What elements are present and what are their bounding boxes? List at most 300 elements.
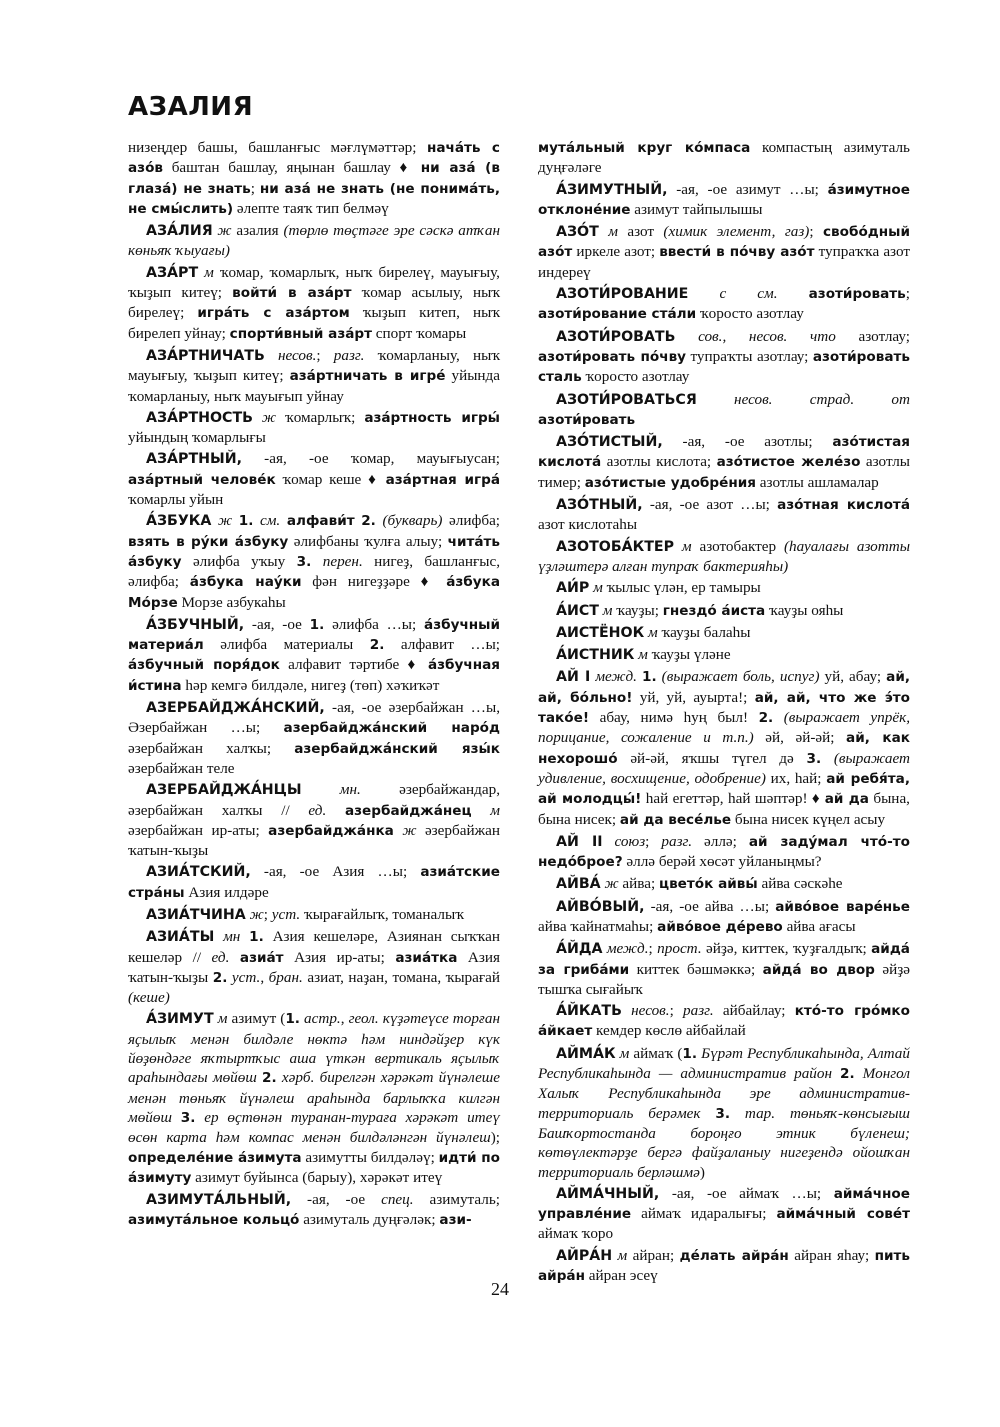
headword: А́ЙДА — [556, 941, 603, 958]
translation-text: баштан башлау, яңынан башлау ♦ — [163, 159, 421, 177]
translation-text: -ая, -ое әзербайжан …ы, Әзербайжан …ы; — [128, 699, 500, 737]
phrase: айво́вое варе́нье — [775, 898, 910, 915]
translation-text: ; — [250, 179, 260, 197]
translation-text — [855, 1065, 863, 1082]
headword: АЗОТИ́РОВАНИЕ — [556, 286, 689, 303]
translation-text: ҡомар, ҡомарлыҡ, ныҡ бирелеү, мауығыу, ҡыҙып китеү; — [128, 263, 500, 302]
phrase: аза́ртничать в игре́ — [289, 368, 446, 385]
translation-text: әлифба …ы; — [324, 615, 425, 633]
translation-text: уй, уй, ауырта!; — [632, 688, 755, 706]
translation-text: тупраҡҡа азот индереү — [538, 243, 910, 281]
translation-text: айва сәскәһе — [757, 875, 843, 893]
grammar-note: ж — [252, 408, 277, 426]
headword: АЗИМУТА́ЛЬНЫЙ, — [146, 1192, 292, 1209]
phrase: 3. — [715, 1105, 731, 1122]
phrase: ай, ай, что же э́то тако́е! — [538, 689, 910, 727]
translation-text: ҡоросто азотлау — [581, 368, 690, 386]
grammar-note: м — [634, 646, 648, 664]
grammar-note: с см. — [688, 285, 778, 303]
translation-text: әлифба; — [442, 512, 501, 530]
translation-text: азотобактер — [691, 537, 784, 555]
dictionary-entry — [538, 874, 910, 894]
dictionary-entry — [128, 511, 500, 612]
dictionary-entry — [538, 897, 910, 938]
translation-text: -ая, -ое аймаҡ …ы; — [659, 1184, 834, 1202]
translation-text — [326, 802, 345, 819]
phrase: аза́ртная игра́ — [385, 471, 500, 488]
translation-text — [821, 750, 834, 767]
headword: АЙМА́ЧНЫЙ, — [556, 1185, 660, 1202]
grammar-note: Монгол Халыҡ Республикаһында эре административ-территориаль берәмек — [538, 1065, 910, 1122]
phrase: войти́ в аза́рт — [232, 285, 352, 302]
grammar-note: м — [471, 801, 500, 819]
dictionary-entry — [128, 862, 500, 903]
translation-text: айран яһау; — [788, 1246, 875, 1264]
phrase: 2. — [840, 1066, 855, 1083]
phrase: свобо́дный азо́т — [538, 224, 910, 261]
translation-text: әлифбаны ҡулға алыу; — [288, 532, 448, 550]
translation-text: ҡырағайлыҡ, томаналыҡ — [300, 905, 464, 923]
translation-text: азимут ( — [227, 1010, 286, 1028]
phrase: азо́тистая кислота́ — [538, 434, 910, 471]
dictionary-entry-continued — [538, 138, 910, 178]
translation-text: ҡомарлыҡ; — [276, 408, 365, 426]
translation-text: әй, әй-әй; — [753, 729, 847, 747]
translation-text: һәр кемгә билдәле, нигеҙ (төп) хәҡиҡәт — [181, 676, 440, 694]
dictionary-entry — [538, 1001, 910, 1042]
grammar-note: см. — [259, 512, 281, 530]
translation-text: ҡомарлы уйын — [128, 491, 224, 509]
phrase: азоти́ровать сталь — [538, 348, 910, 386]
headword: АЗЕРБАЙДЖА́НЦЫ — [146, 782, 302, 799]
headword: А́ЗИМУТНЫЙ, — [556, 181, 668, 198]
phrase: аза́ртный челове́к — [128, 471, 276, 488]
phrase: азо́тистые удобре́ния — [584, 474, 756, 491]
translation-text: ҡомар кеше ♦ — [275, 470, 386, 488]
headword: АЙРА́Н — [556, 1247, 613, 1264]
translation-text: ҡоросто азотлау — [696, 305, 804, 323]
translation-text: тупраҡты азотлау; — [686, 347, 813, 365]
translation-text — [701, 1105, 716, 1122]
translation-text: ; — [669, 1002, 684, 1020]
phrase: де́лать айра́н — [679, 1247, 789, 1264]
phrase: ай заду́мал что́-то недо́брое? — [538, 833, 910, 871]
translation-text: фән нигеҙҙәре ♦ — [301, 573, 447, 591]
translation-text — [730, 1105, 745, 1122]
translation-text: аймаҡ ( — [629, 1044, 683, 1062]
phrase: ази- — [439, 1212, 472, 1229]
translation-text: азотлау; — [835, 327, 910, 345]
translation-text: ; — [645, 832, 662, 850]
phrase: ни аза́ не знать (не понима́ть, не смы́слить) — [128, 180, 500, 217]
phrase: а́збучный материа́л — [128, 616, 500, 654]
dictionary-entry — [538, 495, 910, 535]
headword: А́ЗБУКА — [146, 513, 212, 530]
dictionary-entry — [128, 615, 500, 696]
phrase: 2. — [758, 710, 774, 727]
translation-text: -ая, -ое — [244, 615, 310, 633]
translation-text: әзербайжандар, әзербайжан халҡы // — [128, 781, 500, 819]
grammar-note: ер өҫтөнән туранан-тураға хәрәкәт итеү өсөн карта һәм компас менән билдәләнгән йүнәлеш — [128, 1108, 500, 1147]
translation-text: Азия кешеләре, Азиянан сыҡҡан кешеләр // — [128, 928, 501, 966]
translation-text: азимутты билдәләү; — [301, 1148, 439, 1166]
grammar-note: прост. — [657, 940, 702, 958]
headword: АЗИА́ТЧИНА — [146, 906, 246, 923]
phrase: азо́тная кислота́ — [777, 497, 910, 514]
translation-text: ) — [699, 1163, 705, 1181]
translation-text: киттек бәшмәккә; — [629, 960, 763, 978]
translation-text: әйҙә тышҡа сығайыҡ — [538, 960, 910, 998]
phrase: азиа́тские стра́ны — [128, 864, 500, 901]
translation-text: Азия ҡатын-ҡыҙы — [128, 948, 501, 986]
phrase: 1. — [682, 1045, 698, 1062]
translation-text: -ая, -ое Азия …ы; — [250, 863, 421, 881]
translation-text: уй, абау; — [819, 668, 887, 686]
dictionary-entry — [128, 408, 500, 448]
left-column — [128, 138, 500, 1233]
headword: А́ИСТ — [556, 602, 599, 619]
phrase: а́збучная и́стина — [128, 657, 500, 694]
dictionary-entry — [538, 390, 910, 431]
dictionary-entry — [538, 645, 910, 665]
phrase: 1. — [642, 669, 657, 686]
grammar-note: тар. төньяҡ-көнсығыш Башҡортостанда бороңғо этник бүленеш; көтөүлектәрҙе бергә файҙаланыу нигеҙендә ойошҡан территориаль берләшмә — [538, 1104, 911, 1181]
translation-text — [232, 512, 239, 529]
dictionary-entry — [538, 1044, 910, 1182]
phrase: 1. — [285, 1011, 300, 1028]
translation-text: ; — [316, 346, 334, 364]
phrase: ай ребя́та, ай молодцы́! — [538, 770, 910, 808]
headword: АЗО́ТИСТЫЙ, — [556, 434, 663, 451]
phrase: ай, ай, бо́льно! — [538, 669, 911, 706]
headword: АЗА́РТНЫЙ, — [146, 451, 242, 468]
translation-text: спорт ҡомары — [372, 324, 467, 342]
translation-text: бына нисек күңел асыу — [731, 810, 886, 828]
phrase: а́збука Мо́рзе — [128, 574, 501, 611]
dictionary-entry — [538, 222, 910, 282]
headword: АЙМА́К — [556, 1045, 616, 1062]
phrase: азоти́рование ста́ли — [538, 306, 697, 323]
dictionary-entry — [128, 346, 500, 406]
dictionary-entry — [538, 623, 910, 643]
phrase: ни аза́ (в глаза́) не знать — [128, 160, 500, 197]
phrase: азоти́ровать по́чву — [538, 348, 687, 365]
phrase: алфави́т — [286, 513, 355, 530]
dictionary-entry — [538, 939, 910, 999]
translation-text: бына, бына нисек; — [538, 790, 910, 828]
grammar-note: (выражает боль, испуг) — [661, 668, 820, 686]
translation-text: азимуталь; — [413, 1191, 500, 1209]
phrase: определе́ние а́зимута — [128, 1149, 302, 1166]
translation-text: , — [260, 968, 269, 986]
headword: АЗО́ТНЫЙ, — [556, 497, 643, 514]
translation-text: ; — [263, 905, 272, 923]
grammar-note: разг. — [661, 832, 693, 850]
translation-text: ҡауҙы балаһы — [657, 623, 751, 641]
phrase: игра́ть с аза́ртом — [197, 305, 350, 322]
translation-text: әзербайжан ҡатын-ҡыҙы — [128, 821, 500, 860]
grammar-note: ж — [393, 821, 417, 839]
translation-text: ҡауҙы ояһы — [765, 601, 844, 619]
translation-text — [195, 1109, 204, 1126]
translation-text: алфавит тәртибе ♦ — [279, 656, 428, 674]
grammar-note: сов., несов. что — [675, 327, 836, 345]
dictionary-entry — [538, 432, 910, 493]
dictionary-entry — [128, 263, 500, 344]
grammar-note: м — [589, 579, 603, 597]
translation-text: уйындың ҡомарлығы — [128, 429, 266, 447]
headword: АИСТЁНОК — [556, 624, 645, 641]
phrase: 3. — [296, 553, 312, 570]
phrase: айда́ во двор — [762, 961, 875, 978]
translation-text: азиат, наҙан, томана, ҡырағай — [302, 968, 500, 986]
grammar-note: м — [598, 601, 613, 619]
phrase: ввести́ в по́чву азо́т — [659, 244, 815, 261]
grammar-note: несов. страд. от — [696, 390, 910, 408]
dictionary-entry — [538, 537, 910, 577]
translation-text: айран эсеү — [585, 1267, 658, 1285]
grammar-note: (выражает удивление, восхищение, одобрение) — [538, 749, 910, 787]
phrase: азимута́льное кольцо́ — [128, 1212, 300, 1229]
translation-text: ; — [809, 223, 823, 241]
headword: А́ЙКАТЬ — [556, 1003, 622, 1020]
phrase: гнездо́ а́иста — [662, 602, 766, 619]
grammar-note: ед. — [211, 948, 230, 966]
grammar-note: межд. — [590, 668, 637, 686]
page-title: АЗАЛИЯ — [128, 92, 254, 122]
grammar-note: (һауалағы азотты үҙләштерә алған тупраҡ бактерияһы) — [538, 537, 910, 575]
translation-text — [778, 285, 809, 302]
grammar-note: мн. — [301, 781, 361, 799]
translation-text — [280, 512, 287, 529]
right-column — [538, 138, 910, 1288]
dictionary-entry — [538, 1184, 910, 1244]
translation-text: уйында ҡомарланыу, ныҡ мауығып уйнау — [128, 367, 500, 405]
translation-text: Азия ир-аты; — [283, 948, 396, 966]
phrase: взять в ру́ки а́збуку — [128, 533, 289, 550]
phrase: мута́льный круг ко́мпаса — [538, 140, 751, 156]
translation-text: ҡыҙып китеп, ныҡ бирелеп уйнау; — [128, 304, 501, 342]
phrase: 3. — [180, 1109, 196, 1126]
phrase: азербайджа́нец — [344, 802, 472, 819]
headword: АЙВО́ВЫЙ, — [556, 898, 645, 915]
dictionary-entry — [538, 180, 910, 221]
translation-text — [832, 1065, 840, 1082]
translation-text: низеңдер башы, башланғыс мәғлүмәттәр; — [128, 139, 427, 156]
headword: АЗА́РТНОСТЬ — [146, 409, 253, 426]
grammar-note: м — [612, 1246, 628, 1264]
translation-text: әзербайжан ир-аты; — [128, 821, 269, 839]
grammar-note: хәрб. бирелгән хәрәкәт йүнәлеше менән төньяҡ йүнәлеш араһында барлыҡҡа килгән мөйөш — [128, 1069, 501, 1126]
headword: АЗО́Т — [556, 224, 599, 241]
phrase: аза́ртность игры́ — [364, 409, 500, 426]
grammar-note: уст. — [271, 905, 301, 923]
dictionary-entry — [128, 698, 500, 778]
translation-text — [229, 949, 240, 966]
grammar-note: ж — [211, 512, 233, 530]
phrase: 1. — [238, 513, 254, 530]
translation-text: әзербайжан теле — [128, 759, 235, 777]
translation-text: әлепте таяҡ тип белмәү — [233, 199, 389, 217]
grammar-note: м — [644, 623, 658, 641]
translation-text: -ая, -ое ҡомар, мауығыусан; — [241, 450, 500, 468]
translation-text: айва ҡайнатмаһы; — [538, 917, 658, 935]
translation-text: нигеҙ, башланғыс, әлифба; — [128, 552, 501, 591]
translation-text: ҡауҙы үләне — [647, 646, 731, 664]
translation-text: кемдер көслө айбайлай — [592, 1022, 746, 1040]
phrase: цвето́к айвы́ — [659, 876, 758, 893]
translation-text: ; — [648, 940, 658, 958]
translation-text: -ая, -ое — [291, 1191, 382, 1209]
phrase: азоти́ровать — [808, 286, 906, 303]
dictionary-entry — [538, 578, 910, 598]
grammar-note: геол. — [348, 1010, 379, 1028]
dictionary-entry — [538, 667, 910, 829]
translation-text: -ая, -ое айва …ы; — [644, 897, 776, 915]
dictionary-entry — [128, 1009, 500, 1188]
grammar-note: м — [674, 537, 692, 555]
phrase: а́збука нау́ки — [189, 574, 302, 591]
headword: АЗА́РТНИЧАТЬ — [146, 347, 265, 364]
grammar-note: күҙәтеүсе торған яҫылыҡ менән билдәле нөктә һәм ниндәйҙер күк йөҙөндәге яҡтыртҡыс аша үткән вертикаль яҫылыҡ араһындағы мөйөш — [128, 1010, 500, 1087]
grammar-note: союз — [602, 832, 646, 850]
grammar-note: астр. — [304, 1010, 341, 1028]
grammar-note: м — [598, 223, 618, 241]
headword: АЗИА́ТСКИЙ, — [146, 864, 251, 881]
translation-text: әй-әй, яҡшы түгел дә — [617, 749, 807, 767]
phrase: идти́ по а́зимуту — [128, 1149, 501, 1186]
phrase: а́збучный поря́док — [128, 657, 280, 674]
grammar-note: несов. — [264, 346, 317, 364]
translation-text: айва ағасы — [782, 917, 856, 935]
grammar-note: перен. — [322, 552, 363, 570]
phrase: 2. — [361, 513, 376, 530]
grammar-note: м — [213, 1010, 228, 1028]
grammar-note: (кеше) — [128, 989, 170, 1007]
phrase: 3. — [806, 750, 822, 767]
translation-text: ; — [905, 285, 910, 303]
phrase: айма́чный сове́т — [776, 1206, 911, 1223]
translation-text: азотлы ашламалар — [756, 473, 879, 491]
headword: АЙ I — [556, 669, 591, 686]
phrase: кто́-то гро́мко а́йкает — [538, 1003, 910, 1040]
phrase: 2. — [369, 637, 385, 654]
grammar-note: (букварь) — [382, 512, 443, 530]
phrase: а́зимутное отклоне́ние — [538, 181, 910, 218]
phrase: ай да — [824, 791, 869, 808]
headword: АЙВА́ — [556, 876, 601, 893]
translation-text: иркеле азот; — [572, 243, 660, 261]
grammar-note: м — [198, 263, 214, 281]
translation-text: әллә берәй хөсәт уйланыңмы? — [622, 853, 822, 871]
translation-text: Азия илдәре — [184, 883, 269, 901]
grammar-note: уст. — [231, 968, 261, 986]
translation-text: азотлы тимер; — [538, 453, 910, 491]
grammar-note: (төрлө төҫтәге эре сәскә атҡан көньяҡ ҡыуағы) — [128, 222, 500, 260]
grammar-note: ж — [245, 905, 264, 923]
translation-text: -ая, -ое азот …ы; — [642, 496, 778, 514]
translation-text: абау, нимә һуң был! — [589, 709, 759, 727]
phrase: ай, как нехорошо́ — [538, 730, 910, 767]
translation-text: ҡылыс үлән, ер тамыры — [602, 579, 761, 597]
phrase: азиа́тка — [395, 949, 458, 966]
phrase: азербайджа́нка — [268, 822, 394, 839]
phrase: 1. — [309, 616, 325, 633]
dictionary-entry — [538, 601, 910, 621]
page-number: 24 — [491, 1279, 509, 1299]
grammar-note: ж — [600, 875, 619, 893]
translation-text: әллә; — [692, 832, 749, 850]
translation-text — [311, 553, 322, 570]
phrase: 2. — [212, 969, 228, 986]
translation-text: азимуталь дуңғәләк; — [299, 1211, 440, 1229]
phrase: чита́ть а́збуку — [128, 533, 500, 570]
translation-text: азалия — [231, 222, 284, 240]
grammar-note: бран. — [268, 968, 303, 986]
translation-text: аймаҡ идаралығы; — [631, 1205, 777, 1223]
translation-text — [253, 512, 260, 529]
translation-text: әлифба материалы — [203, 636, 370, 654]
grammar-note: разг. — [683, 1002, 714, 1020]
translation-text: Морзе азбукаһы — [177, 593, 286, 611]
headword: АЗОТОБА́КТЕР — [556, 538, 675, 555]
translation-text: алфавит …ы; — [384, 636, 500, 654]
headword: А́ЗИМУТ — [146, 1011, 214, 1028]
phrase: азоти́ровать — [538, 411, 636, 428]
grammar-note: ед. — [308, 801, 327, 819]
translation-text: айбайлау; — [713, 1002, 795, 1020]
dictionary-entry — [128, 221, 500, 261]
grammar-note: Бүрәт Республикаһында, Алтай Республикаһында — административ район — [538, 1044, 910, 1083]
translation-text: ҡомар асылыу, ныҡ бирелеү; — [128, 284, 500, 322]
dictionary-entry-continued — [128, 138, 500, 219]
dictionary-entry — [128, 927, 500, 1007]
headword: АЗА́РТ — [146, 264, 199, 281]
translation-text: аймаҡ ҡоро — [538, 1225, 614, 1243]
translation-text — [773, 709, 784, 726]
translation-text: -ая, -ое азимут …ы; — [667, 180, 828, 198]
translation-text: әйҙә, киттек, ҡуҙғалдыҡ; — [701, 940, 872, 958]
phrase: айда́ за гриба́ми — [538, 941, 910, 978]
translation-text: айва; — [618, 875, 659, 893]
dictionary-entry — [128, 905, 500, 925]
translation-text — [240, 928, 249, 945]
headword: АЗИА́ТЫ — [146, 929, 215, 946]
grammar-note: мн — [214, 928, 241, 946]
translation-text: азимут тайпылышы — [630, 200, 763, 218]
phrase: спорти́вный аза́рт — [229, 325, 372, 342]
translation-text: их, һай; — [765, 769, 827, 787]
dictionary-entry — [538, 284, 910, 325]
dictionary-entry — [128, 780, 500, 860]
grammar-note: межд. — [602, 940, 649, 958]
headword: АЗОТИ́РОВАТЬСЯ — [556, 391, 697, 408]
translation-text: әлифба уҡыу — [181, 552, 297, 570]
dictionary-entry — [538, 327, 910, 388]
headword: АЗОТИ́РОВАТЬ — [556, 328, 676, 345]
headword: А́ЗБУЧНЫЙ, — [146, 616, 245, 633]
grammar-note: ж — [212, 222, 232, 240]
translation-text: һай егеттәр, һай шәптәр! ♦ — [641, 790, 825, 808]
phrase: ай да весе́лье — [619, 811, 732, 828]
headword: АЗЕРБАЙДЖА́НСКИЙ, — [146, 700, 325, 717]
phrase: азербайджа́нский язы́к — [294, 740, 500, 757]
dictionary-entry — [128, 449, 500, 509]
translation-text: ); — [490, 1129, 500, 1147]
headword: А́ИСТНИК — [556, 647, 635, 664]
grammar-note: (химик элемент, газ) — [663, 223, 810, 241]
translation-text: әзербайжан халҡы; — [128, 739, 295, 757]
